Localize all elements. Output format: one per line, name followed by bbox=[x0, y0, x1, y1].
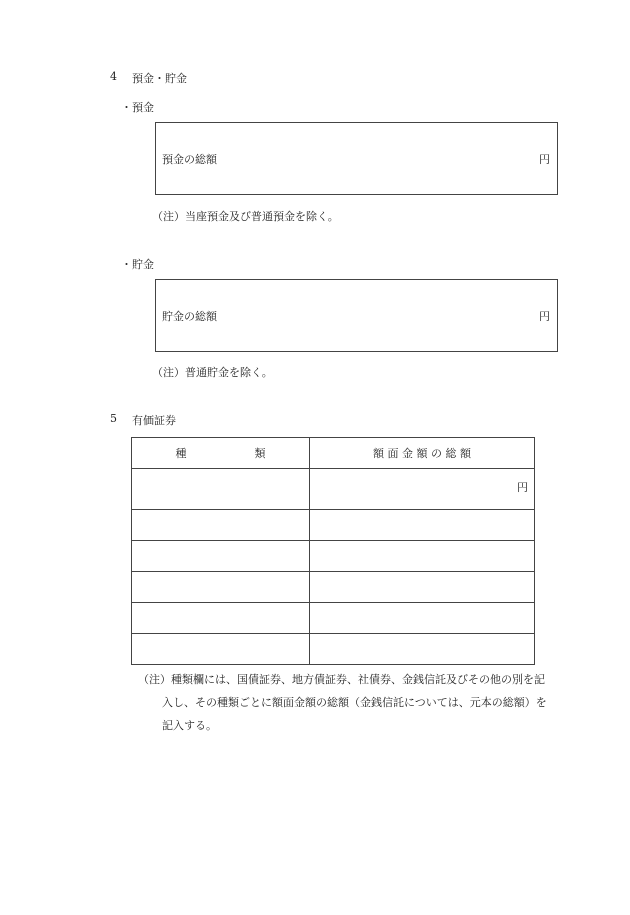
securities-note-line3: 記入する。 bbox=[162, 719, 217, 732]
type-cell[interactable] bbox=[132, 572, 310, 603]
savings-total-box[interactable] bbox=[155, 279, 558, 352]
deposit-yen-unit: 円 bbox=[539, 153, 550, 166]
type-header-char1: 種 bbox=[175, 447, 187, 460]
type-column-header bbox=[132, 438, 310, 469]
amount-cell[interactable] bbox=[310, 541, 535, 572]
type-cell[interactable] bbox=[132, 603, 310, 634]
amount-cell[interactable] bbox=[310, 634, 535, 665]
yen-unit: 円 bbox=[517, 481, 528, 494]
type-cell[interactable] bbox=[132, 469, 310, 510]
type-cell[interactable] bbox=[132, 541, 310, 572]
savings-subheading: ・貯金 bbox=[121, 258, 154, 271]
section5-number: 5 bbox=[110, 412, 117, 425]
securities-header-row bbox=[132, 438, 535, 469]
type-header-char2: 類 bbox=[254, 447, 266, 460]
deposit-total-box[interactable] bbox=[155, 122, 558, 195]
deposit-note: （注）当座預金及び普通預金を除く。 bbox=[152, 210, 339, 223]
table-row bbox=[132, 603, 535, 634]
savings-note: （注）普通貯金を除く。 bbox=[152, 366, 273, 379]
amount-cell[interactable] bbox=[310, 572, 535, 603]
table-row bbox=[132, 469, 535, 510]
section4-heading: 預金・貯金 bbox=[132, 72, 187, 85]
deposit-subheading: ・預金 bbox=[121, 101, 154, 114]
deposit-total-label: 預金の総額 bbox=[162, 153, 217, 166]
table-row bbox=[132, 541, 535, 572]
savings-total-label: 貯金の総額 bbox=[162, 310, 217, 323]
type-cell[interactable] bbox=[132, 634, 310, 665]
table-row bbox=[132, 634, 535, 665]
table-row bbox=[132, 510, 535, 541]
section4-number: 4 bbox=[110, 70, 117, 83]
securities-note-line1: （注）種類欄には、国債証券、地方債証券、社債券、金銭信託及びその他の別を記 bbox=[138, 673, 545, 686]
table-row bbox=[132, 572, 535, 603]
savings-yen-unit: 円 bbox=[539, 310, 550, 323]
securities-note-line2: 入し、その種類ごとに額面金額の総額（金銭信託については、元本の総額）を bbox=[162, 696, 547, 709]
amount-cell[interactable] bbox=[310, 510, 535, 541]
securities-table bbox=[131, 437, 535, 665]
securities-note bbox=[138, 668, 578, 737]
type-cell[interactable] bbox=[132, 510, 310, 541]
face-value-column-header: 額 面 金 額 の 総 額 bbox=[310, 438, 535, 469]
amount-cell[interactable] bbox=[310, 469, 535, 510]
section5-heading: 有価証券 bbox=[132, 414, 176, 427]
amount-cell[interactable] bbox=[310, 603, 535, 634]
